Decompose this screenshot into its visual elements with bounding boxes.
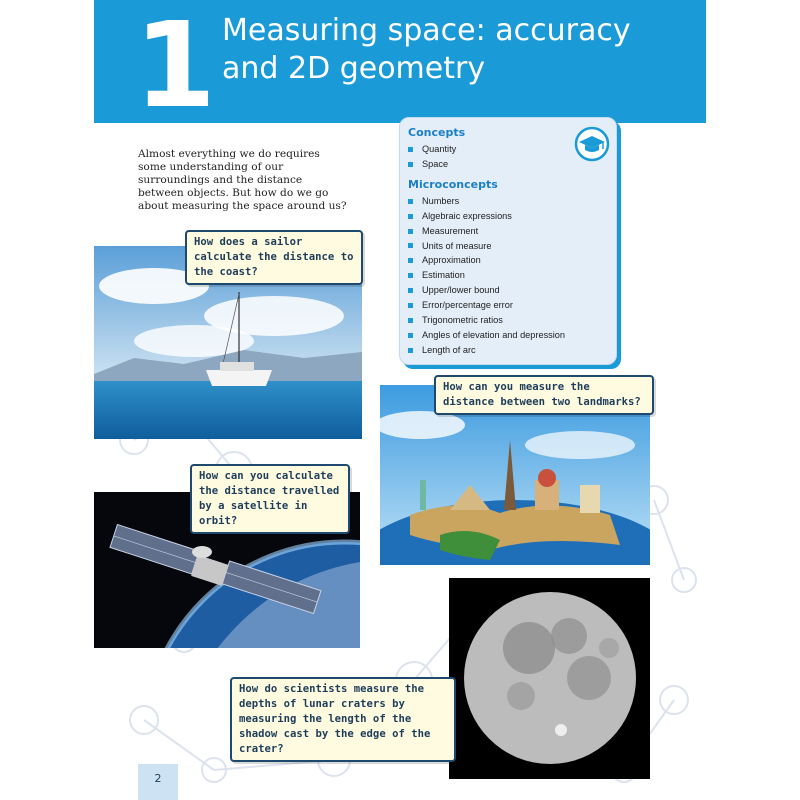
- question-satellite: How can you calculate the distance travelled by a satellite in orbit?: [190, 464, 350, 534]
- bullet: [408, 348, 413, 353]
- list-item: [408, 328, 606, 343]
- bullet: [408, 243, 413, 248]
- concepts-box: [399, 117, 617, 365]
- bullet: [408, 199, 413, 204]
- bullet: [408, 214, 413, 219]
- list-item: [408, 253, 606, 268]
- graduation-cap-icon: [574, 126, 610, 162]
- microconcepts-list: [408, 194, 606, 358]
- list-item: [408, 283, 606, 298]
- microconcept-label: Approximation: [422, 255, 481, 266]
- question-craters: How do scientists measure the depths of lunar craters by measuring the length of the shadow cast by the edge of the crater?: [230, 677, 456, 762]
- list-item: [408, 224, 606, 239]
- bullet: [408, 258, 413, 263]
- chapter-title: Measuring space: accuracy and 2D geometry: [222, 13, 631, 86]
- microconcept-label: Upper/lower bound: [422, 285, 500, 296]
- question-sailor: How does a sailor calculate the distance to the coast?: [185, 230, 363, 285]
- chapter-number: 1: [134, 0, 217, 134]
- concept-label: Space: [422, 158, 449, 169]
- list-item: [408, 268, 606, 283]
- microconcept-label: Trigonometric ratios: [422, 315, 503, 326]
- intro-paragraph: Almost everything we do requires some understanding of our surroundings and the distance between objects. But how do we go about measuring the space around us?: [138, 148, 347, 212]
- bullet: [408, 318, 413, 323]
- microconcept-label: Numbers: [422, 195, 460, 206]
- moon-photo: [449, 578, 650, 779]
- microconcept-label: Algebraic expressions: [422, 210, 512, 221]
- list-item: [408, 343, 606, 358]
- list-item: [408, 313, 606, 328]
- concept-label: Quantity: [422, 144, 457, 154]
- concepts-heading: Concepts: [408, 126, 466, 139]
- bullet: [408, 229, 413, 234]
- bullet: [408, 303, 413, 308]
- microconcept-label: Length of arc: [422, 344, 476, 355]
- microconcepts-heading: Microconcepts: [408, 177, 498, 191]
- question-landmarks: How can you measure the distance between two landmarks?: [434, 375, 654, 415]
- page-number-box: [138, 764, 178, 800]
- bullet: [408, 333, 413, 338]
- page-number: 2: [154, 772, 162, 785]
- bullet: [408, 162, 413, 167]
- microconcept-label: Angles of elevation and depression: [422, 329, 566, 340]
- textbook-page: [94, 0, 706, 800]
- list-item: [408, 209, 606, 224]
- microconcept-label: Error/percentage error: [422, 300, 513, 311]
- bullet: [408, 288, 413, 293]
- list-item: [408, 298, 606, 313]
- microconcept-label: Estimation: [422, 270, 465, 281]
- list-item: [408, 239, 606, 254]
- bullet: [408, 147, 413, 152]
- microconcept-label: Units of measure: [422, 240, 492, 251]
- bullet: [408, 273, 413, 278]
- list-item: [408, 194, 606, 209]
- microconcept-label: Measurement: [422, 225, 479, 236]
